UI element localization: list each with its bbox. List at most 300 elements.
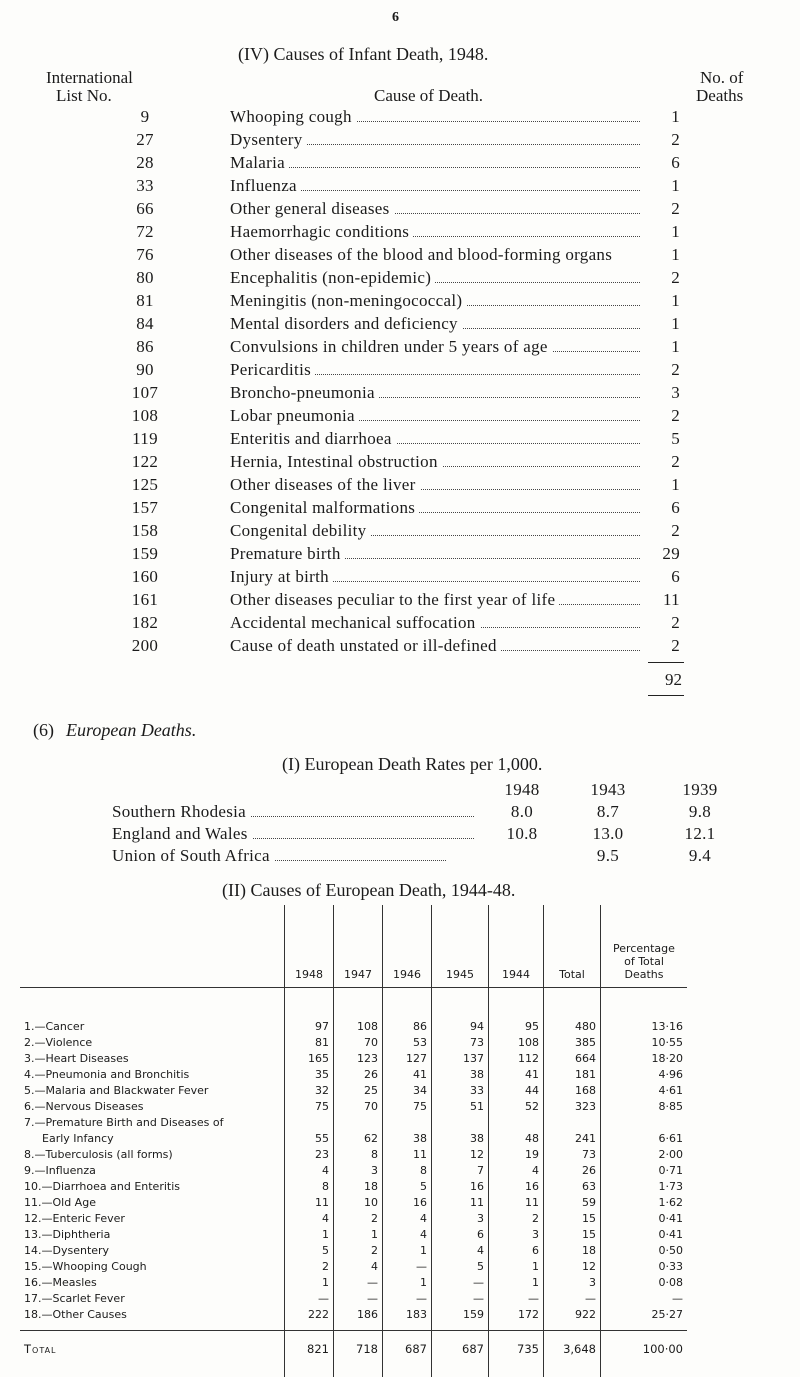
table-cell: 48 [489,1130,544,1146]
table-cell: 18·20 [601,1050,688,1066]
table-cell: 4 [432,1242,489,1258]
leader-dots [232,167,640,168]
list-item [120,360,680,384]
table-cell: 5 [432,1258,489,1274]
death-count: 2 [650,268,680,288]
table-cell [383,1114,432,1130]
table-cell: 4 [285,1162,334,1178]
list-number: 66 [136,199,154,218]
table-cell: 1 [383,1242,432,1258]
cause-name: Whooping cough [230,107,356,127]
table-cell [601,1114,688,1130]
table-row [20,988,687,1035]
list-number: 72 [136,222,154,241]
table-cell: 165 [285,1050,334,1066]
total-cell: 100·00 [601,1331,688,1377]
list-number: 90 [136,360,154,379]
death-count: 2 [650,636,680,656]
table-cell: — [285,1290,334,1306]
row-label: 18.—Other Causes [20,1306,285,1331]
cause-name: Encephalitis (non-epidemic) [230,268,435,288]
table-cell: 81 [285,1034,334,1050]
list-item [120,199,680,223]
table-row [20,1306,687,1331]
infant-deaths-title: (IV) Causes of Infant Death, 1948. [238,44,489,64]
cause-name: Other diseases of the liver [230,475,420,495]
rates-row-england-wales [112,824,716,848]
table-cell: 6 [432,1226,489,1242]
table-cell: 94 [432,988,489,1035]
list-item [120,521,680,545]
table-cell: 168 [544,1082,601,1098]
total-rule-top [648,662,684,663]
rate-value: 12.1 [684,824,716,843]
death-count: 3 [650,383,680,403]
list-item [120,613,680,637]
list-item [120,636,680,660]
table-cell: 1 [489,1258,544,1274]
table-cell: 0·08 [601,1274,688,1290]
list-number: 33 [136,176,154,195]
death-count: 6 [650,567,680,587]
rate-value: 9.5 [596,846,620,865]
table-row [20,1066,687,1082]
table-cell: 1 [489,1274,544,1290]
list-number: 122 [131,452,159,471]
table-cell: 18 [334,1178,383,1194]
list-number: 158 [131,521,159,540]
rates-country: Southern Rhodesia [112,802,250,822]
total-cell: 821 [285,1331,334,1377]
table-cell: 1 [383,1274,432,1290]
cause-name: Lobar pneumonia [230,406,359,426]
row-label: 10.—Diarrhoea and Enteritis [24,1179,180,1193]
table-cell: 664 [544,1050,601,1066]
column-header: 1948 [285,905,334,988]
total-label: Total [24,1342,57,1356]
cause-name: Dysentery [230,130,307,150]
table-cell: 10 [334,1194,383,1210]
rates-row-southern-rhodesia [112,802,712,826]
death-count: 1 [650,291,680,311]
table-cell: 62 [334,1130,383,1146]
table-cell: 8 [383,1162,432,1178]
table-cell: 112 [489,1050,544,1066]
list-item [120,567,680,591]
table-row [20,1082,687,1098]
rates-title: (I) European Death Rates per 1,000. [282,754,543,774]
table-cell: 11 [383,1146,432,1162]
list-item [120,130,680,154]
row-label: 9.—Influenza [24,1163,96,1177]
table-cell: 8 [334,1146,383,1162]
cause-name: Mental disorders and deficiency [230,314,462,334]
list-item [120,590,680,614]
rates-year-1943: 1943 [590,780,626,799]
death-count: 2 [650,130,680,150]
table-row [20,1162,687,1178]
table-cell [544,1114,601,1130]
table-cell: 11 [489,1194,544,1210]
death-count: 5 [650,429,680,449]
table-cell: 4 [334,1258,383,1274]
list-number: 86 [136,337,154,356]
rate-value: 8.0 [510,802,534,821]
table-cell: 127 [383,1050,432,1066]
table-cell: 75 [383,1098,432,1114]
table-cell: 1 [334,1226,383,1242]
list-number: 161 [131,590,159,609]
row-label: 13.—Diphtheria [24,1227,111,1241]
table-cell: 26 [334,1066,383,1082]
list-item [120,406,680,430]
cause-name: Hernia, Intestinal obstruction [230,452,442,472]
causes-title: (II) Causes of European Death, 1944-48. [222,880,516,900]
table-cell: 4 [285,1210,334,1226]
row-label: 4.—Pneumonia and Bronchitis [24,1067,190,1081]
death-count: 1 [650,314,680,334]
cause-name: Congenital debility [230,521,371,541]
row-label: 6.—Nervous Diseases [24,1099,144,1113]
list-number: 119 [132,429,158,448]
total-cell: 3,648 [544,1331,601,1377]
table-cell: 15 [544,1226,601,1242]
table-cell: 97 [285,988,334,1035]
table-cell: 3 [432,1210,489,1226]
table-cell: 222 [285,1306,334,1331]
table-row [20,1274,687,1290]
list-item [120,544,680,568]
death-count: 1 [650,245,680,265]
percentage-header-line: Deaths [624,968,664,981]
list-item [120,475,680,499]
table-cell: 11 [432,1194,489,1210]
table-cell: 13·16 [601,988,688,1035]
table-cell: 95 [489,988,544,1035]
table-cell: — [334,1290,383,1306]
table-cell: 4·96 [601,1066,688,1082]
death-count: 2 [650,521,680,541]
list-item [120,429,680,453]
cause-name: Meningitis (non-meningococcal) [230,291,466,311]
header-list-no: List No. [56,86,112,105]
table-cell: 55 [285,1130,334,1146]
table-row [20,1114,687,1130]
table-cell: — [383,1290,432,1306]
cause-name: Premature birth [230,544,345,564]
table-cell: 137 [432,1050,489,1066]
list-number: 125 [131,475,159,494]
list-item [120,383,680,407]
death-count: 1 [650,176,680,196]
table-cell: 35 [285,1066,334,1082]
cause-name: Malaria [230,153,289,173]
death-count: 6 [650,153,680,173]
table-cell: 0·50 [601,1242,688,1258]
table-cell: — [383,1258,432,1274]
table-cell: 183 [383,1306,432,1331]
column-header: Total [544,905,601,988]
table-header-row [20,905,687,988]
list-number: 160 [131,567,159,586]
list-number: 107 [131,383,159,402]
row-label: 5.—Malaria and Blackwater Fever [24,1083,209,1097]
list-item [120,452,680,476]
table-cell: — [334,1274,383,1290]
table-cell: 159 [432,1306,489,1331]
european-causes-table [20,905,687,1377]
table-cell: 59 [544,1194,601,1210]
table-cell: 11 [285,1194,334,1210]
table-cell: 70 [334,1098,383,1114]
row-label: 17.—Scarlet Fever [24,1291,125,1305]
table-cell: 0·71 [601,1162,688,1178]
header-deaths: Deaths [696,86,744,105]
header-international: International [46,68,133,87]
rate-value: 10.8 [506,824,538,843]
section-title: European Deaths. [66,720,197,740]
table-cell: 51 [432,1098,489,1114]
list-number: 27 [136,130,154,149]
table-row [20,1290,687,1306]
table-cell: 23 [285,1146,334,1162]
percentage-header-line: Percentage [613,942,675,955]
total-cell: 687 [432,1331,489,1377]
table-cell [285,1114,334,1130]
rates-row-south-africa [112,846,712,870]
table-row [20,1130,687,1146]
column-header: 1946 [383,905,432,988]
table-cell: 2·00 [601,1146,688,1162]
total-cell: 735 [489,1331,544,1377]
list-number: 9 [140,107,150,126]
table-cell: 6·61 [601,1130,688,1146]
row-label: 3.—Heart Diseases [24,1051,129,1065]
table-total-row [20,1331,687,1377]
list-number: 81 [136,291,154,310]
rates-year-1948: 1948 [504,780,540,799]
table-cell: 181 [544,1066,601,1082]
column-header: 1947 [334,905,383,988]
table-cell: 0·41 [601,1226,688,1242]
death-count: 29 [650,544,680,564]
table-cell: 3 [334,1162,383,1178]
list-number: 84 [136,314,154,333]
table-cell: 73 [432,1034,489,1050]
row-label: 15.—Whooping Cough [24,1259,147,1273]
page-number: 6 [392,10,399,25]
table-cell: 4 [383,1210,432,1226]
table-cell: — [432,1290,489,1306]
table-row [20,1242,687,1258]
death-count: 1 [650,107,680,127]
table-cell: 19 [489,1146,544,1162]
list-item [120,245,680,269]
row-label: 16.—Measles [24,1275,97,1289]
table-cell [432,1114,489,1130]
table-cell: 4 [383,1226,432,1242]
cause-name: Other general diseases [230,199,394,219]
table-row [20,1210,687,1226]
row-label: 11.—Old Age [24,1195,96,1209]
cause-name: Influenza [230,176,301,196]
table-cell [334,1114,383,1130]
table-cell: 0·33 [601,1258,688,1274]
table-cell: 2 [334,1210,383,1226]
header-no-of: No. of [700,68,744,87]
table-cell: 385 [544,1034,601,1050]
table-row [20,1178,687,1194]
list-number: 108 [131,406,159,425]
percentage-header-line: of Total [624,955,664,968]
column-header: 1945 [432,905,489,988]
table-cell: 8·85 [601,1098,688,1114]
table-cell: 25 [334,1082,383,1098]
table-cell: 2 [489,1210,544,1226]
table-cell: 16 [432,1178,489,1194]
table-cell: 2 [334,1242,383,1258]
rate-value: 8.7 [596,802,620,821]
death-count: 11 [650,590,680,610]
table-cell: 41 [383,1066,432,1082]
list-item [120,337,680,361]
table-cell: 16 [383,1194,432,1210]
death-count: 1 [650,222,680,242]
table-cell: 12 [432,1146,489,1162]
table-cell: 38 [432,1130,489,1146]
list-item [120,268,680,292]
table-cell: 1 [285,1226,334,1242]
table-cell: 5 [285,1242,334,1258]
table-cell: 4·61 [601,1082,688,1098]
row-label: 14.—Dysentery [24,1243,110,1257]
table-cell: 25·27 [601,1306,688,1331]
cause-name: Broncho-pneumonia [230,383,379,403]
table-cell: 34 [383,1082,432,1098]
table-cell: 186 [334,1306,383,1331]
death-count: 6 [650,498,680,518]
row-label: 8.—Tuberculosis (all forms) [24,1147,173,1161]
cause-name: Congenital malformations [230,498,419,518]
table-cell: 33 [432,1082,489,1098]
death-count: 2 [650,360,680,380]
table-cell: 32 [285,1082,334,1098]
table-cell: 3 [489,1226,544,1242]
list-number: 200 [131,636,159,655]
list-item [120,176,680,200]
row-label: 12.—Enteric Fever [24,1211,125,1225]
list-number: 157 [131,498,159,517]
cause-name: Injury at birth [230,567,333,587]
table-cell: 63 [544,1178,601,1194]
list-item [120,222,680,246]
list-item [120,107,680,131]
table-cell: 172 [489,1306,544,1331]
list-number: 182 [131,613,159,632]
list-item [120,153,680,177]
table-cell: 38 [432,1066,489,1082]
table-cell: 75 [285,1098,334,1114]
row-label: 1.—Cancer [24,1019,85,1033]
table-row [20,1226,687,1242]
table-cell: — [489,1290,544,1306]
list-number: 159 [131,544,159,563]
cause-name: Other diseases peculiar to the first year of life [230,590,559,610]
table-cell: 10·55 [601,1034,688,1050]
table-body [20,988,687,1331]
table-cell [489,1114,544,1130]
table-cell: 53 [383,1034,432,1050]
death-count: 1 [650,475,680,495]
list-item [120,291,680,315]
table-cell: — [601,1290,688,1306]
table-cell: 52 [489,1098,544,1114]
table-cell: 123 [334,1050,383,1066]
cause-name: Accidental mechanical suffocation [230,613,480,633]
cause-name: Other diseases of the blood and blood-forming organs [230,245,616,265]
death-count: 2 [650,406,680,426]
table-cell: 108 [489,1034,544,1050]
cause-name: Cause of death unstated or ill-defined [230,636,501,656]
rates-header [112,780,718,804]
header-cause-of-death: Cause of Death. [374,86,484,105]
table-cell: 1·73 [601,1178,688,1194]
table-cell: 26 [544,1162,601,1178]
table-cell: 73 [544,1146,601,1162]
table-cell: 480 [544,988,601,1035]
table-cell: 0·41 [601,1210,688,1226]
rates-country: Union of South Africa [112,846,274,866]
list-number: 76 [136,245,154,264]
table-cell: 1 [285,1274,334,1290]
total-rule-bottom [648,695,684,696]
section-number: (6) [33,720,54,740]
row-label: 2.—Violence [24,1035,93,1049]
table-cell: — [432,1274,489,1290]
death-count: 2 [650,452,680,472]
table-cell: 1·62 [601,1194,688,1210]
table-cell: 922 [544,1306,601,1331]
rate-value: 9.4 [688,846,712,865]
table-cell: 16 [489,1178,544,1194]
list-item [120,314,680,338]
table-row [20,1194,687,1210]
table-cell: 108 [334,988,383,1035]
list-number: 28 [136,153,154,172]
death-count: 2 [650,613,680,633]
table-cell: 15 [544,1210,601,1226]
table-cell: 44 [489,1082,544,1098]
header-blank [20,905,285,988]
table-cell: 8 [285,1178,334,1194]
table-cell: 70 [334,1034,383,1050]
row-label: Early Infancy [42,1131,114,1145]
table-cell: 12 [544,1258,601,1274]
table-cell: 3 [544,1274,601,1290]
table-cell: 6 [489,1242,544,1258]
table-cell: 5 [383,1178,432,1194]
table-cell: 86 [383,988,432,1035]
death-count: 1 [650,337,680,357]
cause-name: Convulsions in children under 5 years of age [230,337,552,357]
total-cell: 718 [334,1331,383,1377]
rates-year-1939: 1939 [682,780,718,799]
percentage-header [601,905,688,988]
table-cell: 7 [432,1162,489,1178]
column-header: 1944 [489,905,544,988]
row-label: 7.—Premature Birth and Diseases of [24,1115,224,1129]
table-cell: 2 [285,1258,334,1274]
